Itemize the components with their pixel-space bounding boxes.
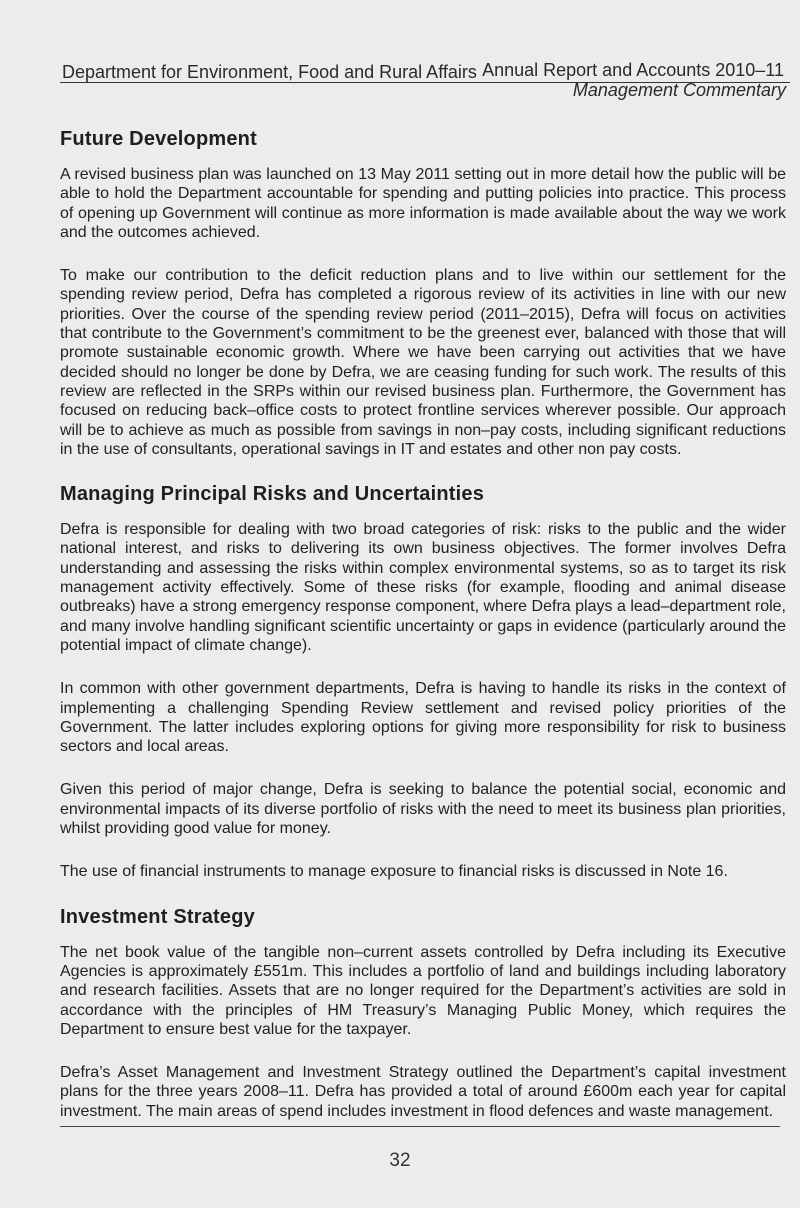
section-heading: Managing Principal Risks and Uncertainties xyxy=(60,483,485,506)
paragraph: A revised business plan was launched on 13 May 2011 setting out in more detail how the public will be able to hold the Department accountable for spending and putting policies into practice. This process of opening up Government will continue as more information is made available about the way we work and the outcomes achieved. xyxy=(60,166,786,241)
paragraph: Defra’s Asset Management and Investment Strategy outlined the Department’s capital investment plans for the three years 2008–11. Defra has provided a total of around £600m each year for capital investment. The main areas of spend includes investment in flood defences and waste management. xyxy=(60,1064,786,1120)
paragraph: The use of financial instruments to manage exposure to financial risks is discussed in Note 16. xyxy=(60,863,728,881)
paragraph: To make our contribution to the deficit reduction plans and to live within our settlement for the spending review period, Defra has completed a rigorous review of its activities in line with our new priorities. Over the course of the spending review period (2011–2015), Defra will focus on activities that contribute to the Government’s commitment to be the greenest ever, balanced with those that will promote sustainable economic growth. Where we have been carrying out activities that we have decided should no longer be done by Defra, we are ceasing funding for such work. The results of this review are reflected in the SRPs within our revised business plan. Furthermore, the Government has focused on reducing back–office costs to protect frontline services wherever possible. Our approach will be to achieve as much as possible from savings in non–pay costs, including significant reductions in the use of consultants, operational savings in IT and estates and other non pay costs. xyxy=(60,267,786,458)
footer-rule xyxy=(60,1126,780,1127)
section-principal-risks xyxy=(60,483,786,881)
paragraph: Given this period of major change, Defra is seeking to balance the potential social, economic and environmental impacts of its diverse portfolio of risks with the need to meet its business plan priorities, whilst providing good value for money. xyxy=(60,781,786,838)
page-number: 32 xyxy=(389,1150,411,1171)
section-future-development xyxy=(60,128,786,459)
main-content xyxy=(60,128,786,1145)
section-investment-strategy xyxy=(60,906,786,1121)
header-department: Department for Environment, Food and Rural Affairs xyxy=(62,62,477,82)
header-section-name: Management Commentary xyxy=(572,80,786,100)
section-heading: Future Development xyxy=(60,128,257,150)
section-heading: Investment Strategy xyxy=(60,905,255,928)
header-report-title: Annual Report and Accounts 2010–11 xyxy=(482,60,784,80)
paragraph: The net book value of the tangible non–current assets controlled by Defra including its Executive Agencies is approximately £551m. This includes a portfolio of land and buildings including laboratory and research facilities. Assets that are no longer required for the Department’s activities are sold in accordance with the principles of HM Treasury’s Managing Public Money, which requires the Department to ensure best value for the taxpayer. xyxy=(60,943,786,1038)
paragraph: Defra is responsible for dealing with two broad categories of risk: risks to the public and the wider national interest, and risks to delivering its own business objectives. The former involves Defra understanding and assessing the risks within complex environmental systems, so as to target its risk management activity effectively. Some of these risks (for example, flooding and animal disease outbreaks) have a strong emergency response component, where Defra plays a lead–department role, and many involve handling significant scientific uncertainty or gaps in evidence (particularly around the potential impact of climate change). xyxy=(60,521,786,654)
paragraph: In common with other government departments, Defra is having to handle its risks in the context of implementing a challenging Spending Review settlement and revised policy priorities of the Government. The latter includes exploring options for giving more responsibility for risk to business sectors and local areas. xyxy=(60,680,786,756)
